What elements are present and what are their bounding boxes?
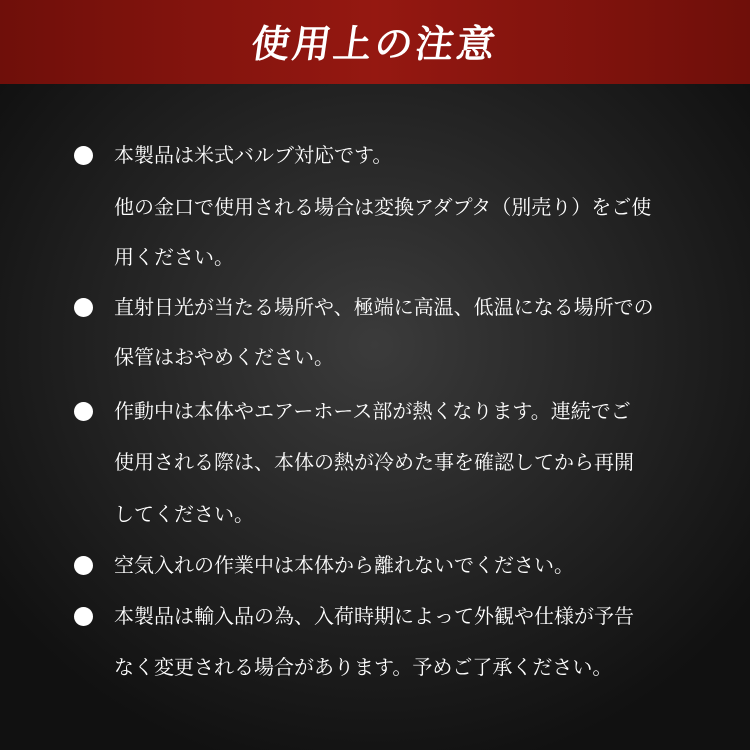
bullet-icon xyxy=(74,146,93,165)
bullet-icon xyxy=(74,607,93,626)
notice-2-line-2: 保管はおやめください。 xyxy=(114,345,334,369)
notice-1-line-2: 他の金口で使用される場合は変換アダプタ（別売り）をご使 xyxy=(114,195,652,219)
notice-2-line-1: 直射日光が当たる場所や、極端に高温、低温になる場所での xyxy=(114,295,654,319)
page-title: 使用上の注意 xyxy=(248,21,501,66)
notice-1-line-1: 本製品は米式バルブ対応です。 xyxy=(114,143,393,167)
bullet-icon xyxy=(74,298,93,317)
notice-3-line-1: 作動中は本体やエアーホース部が熱くなります。連続でご xyxy=(114,399,631,423)
notice-5-line-1: 本製品は輸入品の為、入荷時期によって外観や仕様が予告 xyxy=(114,604,634,628)
notice-4-line-1: 空気入れの作業中は本体から離れないでください。 xyxy=(114,553,574,577)
notice-5-line-2: なく変更される場合があります。予めご了承ください。 xyxy=(114,655,613,679)
notice-3-line-3: してください。 xyxy=(114,502,254,526)
bullet-icon xyxy=(74,402,93,421)
bullet-icon xyxy=(74,556,93,575)
notice-1-line-3: 用ください。 xyxy=(114,245,234,269)
notice-3-line-2: 使用される際は、本体の熱が冷めた事を確認してから再開 xyxy=(114,450,634,474)
